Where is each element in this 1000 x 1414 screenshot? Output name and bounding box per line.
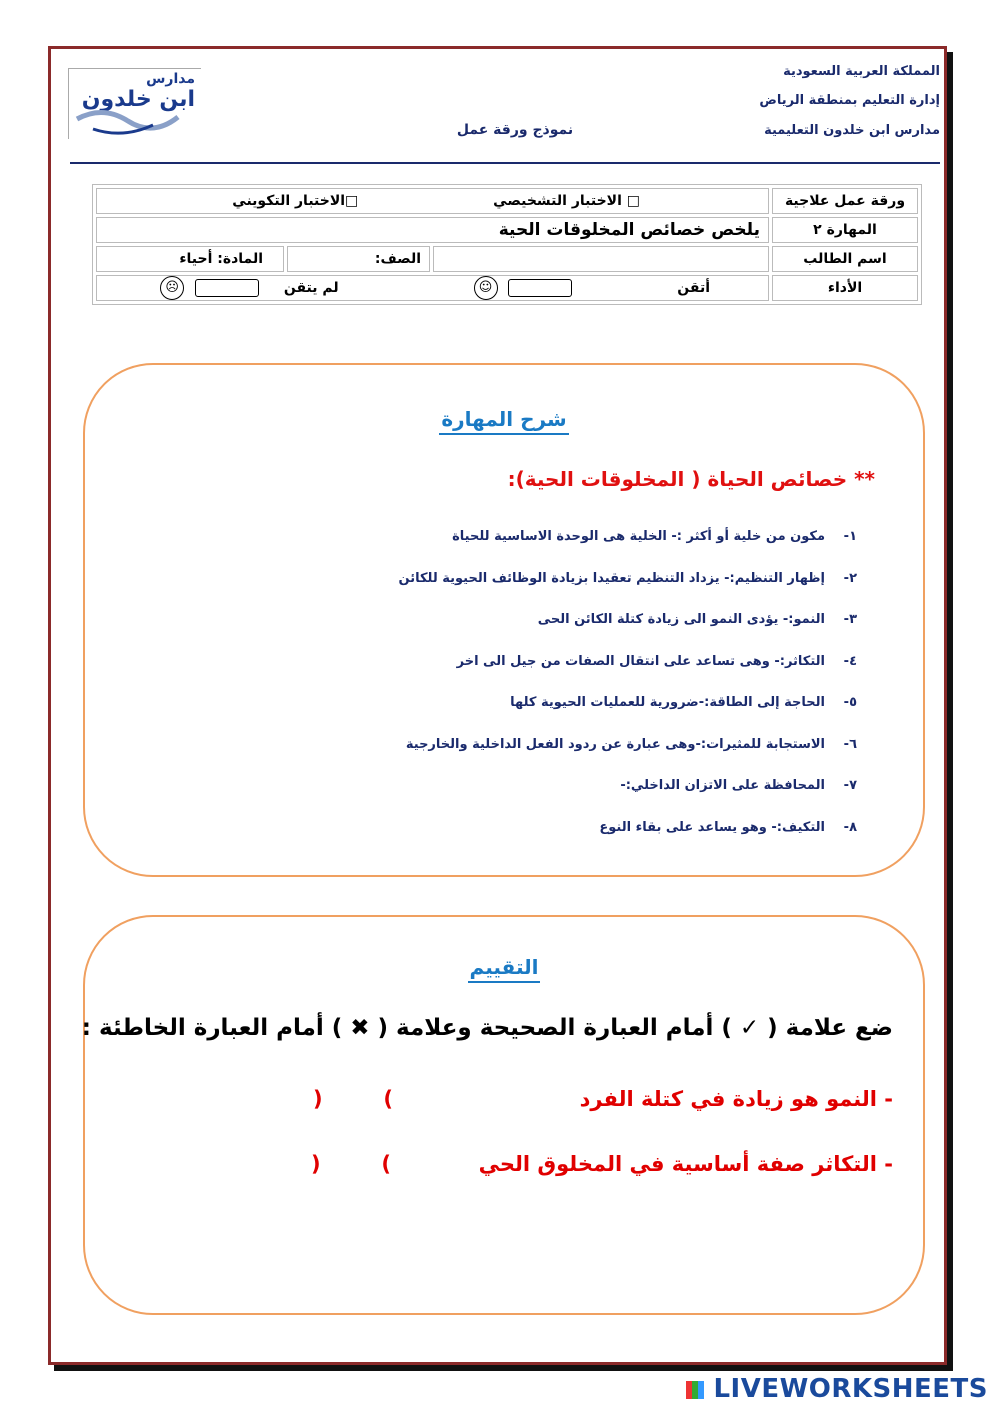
header-line-3: مدارس ابن خلدون التعليمية — [764, 123, 940, 138]
list-item: ٥-الحاجة إلى الطاقة:-ضرورية للعمليات الحيوية كلها — [510, 695, 857, 710]
skill-label: المهارة ٢ — [772, 217, 918, 243]
explanation-title: شرح المهارة — [85, 407, 923, 431]
subject-field: المادة: أحياء — [96, 246, 284, 272]
worksheet-type: ورقة عمل علاجية — [772, 188, 918, 214]
liveworksheets-logo: LIVEWORKSHEETS — [686, 1374, 988, 1404]
table-row — [96, 217, 918, 243]
student-name-field[interactable] — [433, 246, 769, 272]
info-table — [92, 184, 922, 305]
skill-value: يلخص خصائص المخلوقات الحية — [96, 217, 769, 243]
table-row — [96, 246, 918, 272]
explanation-box — [83, 363, 925, 877]
test-options — [96, 188, 769, 214]
header-line-2: إدارة التعليم بمنطقة الرياض — [759, 93, 940, 108]
assessment-instruction: ضع علامة ( ✓ ) أمام العبارة الصحيحة وعلامة ( ✖ ) أمام العبارة الخاطئة : — [81, 1015, 893, 1041]
logo-text-main: ابن خلدون — [81, 87, 195, 112]
header-divider — [70, 162, 940, 164]
page-title: نموذج ورقة عمل — [456, 122, 574, 138]
logo-swoosh-icon — [73, 99, 183, 137]
question-2: - التكاثر صفة أساسية في المخلوق الحي — [478, 1152, 893, 1176]
school-logo — [68, 68, 201, 139]
list-item: ٨-التكيف:- وهو يساعد على بقاء النوع — [599, 820, 857, 835]
answer-field-2[interactable]: ) ( — [311, 1152, 391, 1176]
not-mastered-box[interactable] — [195, 279, 259, 297]
table-row — [96, 188, 918, 214]
answer-field-1[interactable]: ) ( — [313, 1087, 393, 1111]
assessment-box — [83, 915, 925, 1315]
not-mastered-label: لم يتقن — [283, 280, 339, 296]
student-name-label: اسم الطالب — [772, 246, 918, 272]
list-item: ٤-التكاثر:- وهى تساعد على انتقال الصفات من جيل الى اخر — [456, 654, 857, 669]
list-item: ٦-الاستجابة للمثيرات:-وهى عبارة عن ردود الفعل الداخلية والخارجية — [405, 737, 857, 752]
explanation-heading: ** خصائص الحياة ( المخلوقات الحية): — [507, 467, 875, 491]
smile-icon: ☺ — [474, 276, 498, 300]
mastered-box[interactable] — [508, 279, 572, 297]
frown-icon: ☹ — [160, 276, 184, 300]
brand-icon — [686, 1381, 704, 1399]
option-diagnostic[interactable]: □ الاختبار التشخيصي — [493, 193, 640, 209]
list-item: ٢-إظهار التنظيم:- يزداد التنظيم تعقيدا بزيادة الوظائف الحيوية للكائن — [398, 571, 857, 586]
list-item: ٧-المحافظة على الاتزان الداخلي:- — [620, 778, 857, 793]
list-item: ١-مكون من خلية أو أكثر :- الخلية هى الوحدة الاساسية للحياة — [452, 529, 857, 544]
class-field[interactable]: الصف: — [287, 246, 430, 272]
option-formative[interactable]: □الاختبار التكويني — [232, 193, 359, 209]
header-line-1: المملكة العربية السعودية — [783, 64, 940, 79]
performance-label: الأداء — [772, 275, 918, 301]
logo-text-top: مدارس — [146, 71, 195, 87]
table-row — [96, 275, 918, 301]
performance-options — [96, 275, 769, 301]
assessment-title: التقييم — [85, 955, 923, 979]
list-item: ٣-النمو:- يؤدى النمو الى زيادة كتلة الكائن الحى — [537, 612, 857, 627]
mastered-label: أتقن — [677, 280, 710, 296]
question-1: - النمو هو زيادة في كتلة الفرد — [579, 1087, 893, 1111]
